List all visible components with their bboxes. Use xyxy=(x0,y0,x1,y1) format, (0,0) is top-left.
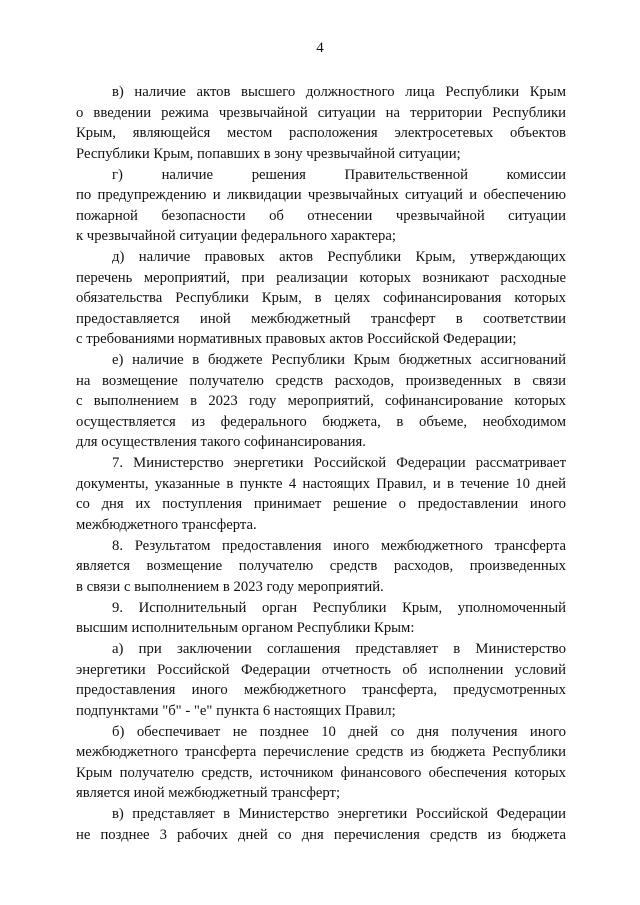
text-line: для осуществления такого софинансирования. xyxy=(76,434,366,450)
text-line: обязательства Республики Крым, в целях софинансирования которых xyxy=(76,290,566,306)
text-line: а) при заключении соглашения представляет в Министерство xyxy=(112,641,566,657)
paragraph xyxy=(76,598,566,639)
page-number: 4 xyxy=(316,40,324,56)
text-line: к чрезвычайной ситуации федерального характера; xyxy=(76,228,396,244)
paragraph xyxy=(76,639,566,721)
text-line: межбюджетного трансферта перечисление средств из бюджета Республики xyxy=(76,744,566,760)
text-line: предоставляется иной межбюджетный трансферт в соответствии xyxy=(76,310,566,327)
text-line: по предупреждению и ликвидации чрезвычайных ситуаций и обеспечению xyxy=(76,187,566,203)
text-line: энергетики Российской Федерации отчетность об исполнении условий xyxy=(76,661,566,678)
text-line: перечень мероприятий, при реализации которых возникают расходные xyxy=(76,269,566,286)
text-line: является возмещение получателю средств расходов, произведенных xyxy=(76,558,566,574)
text-line: 9. Исполнительный орган Республики Крым, уполномоченный xyxy=(112,599,566,616)
text-line: осуществляется из федерального бюджета, в объеме, необходимом xyxy=(76,413,566,430)
text-line: д) наличие правовых актов Республики Крым, утверждающих xyxy=(112,249,566,265)
paragraph xyxy=(76,722,566,804)
paragraph xyxy=(76,165,566,247)
text-line: б) обеспечивает не позднее 10 дней со дня получения иного xyxy=(112,723,566,740)
text-line: Крым, являющейся местом расположения электросетевых объектов xyxy=(76,125,566,141)
text-line: г) наличие решения Правительственной комиссии xyxy=(112,166,566,183)
paragraph xyxy=(76,453,566,535)
text-line: пожарной безопасности об отнесении чрезвычайной ситуации xyxy=(76,207,566,224)
document-body xyxy=(76,82,566,845)
text-line: не позднее 3 рабочих дней со дня перечисления средств из бюджета xyxy=(76,826,566,843)
text-line: на возмещение получателю средств расходов, произведенных в связи xyxy=(76,372,566,389)
text-line: подпунктами "б" - "е" пункта 6 настоящих Правил; xyxy=(76,702,396,719)
text-line: 8. Результатом предоставления иного межбюджетного трансферта xyxy=(112,537,566,554)
text-line: в) представляет в Министерство энергетики Российской Федерации xyxy=(112,806,566,822)
text-line: с требованиями нормативных правовых актов Российской Федерации; xyxy=(76,331,517,347)
paragraph xyxy=(76,82,566,164)
paragraph xyxy=(76,350,566,453)
paragraph xyxy=(76,247,566,350)
text-line: 7. Министерство энергетики Российской Федерации рассматривает xyxy=(112,455,566,471)
text-line: в) наличие актов высшего должностного лица Республики Крым xyxy=(112,84,566,100)
text-line: со дня их поступления принимает решение о предоставлении иного xyxy=(76,496,566,512)
paragraph xyxy=(76,804,566,845)
text-line: с выполнением в 2023 году мероприятий, софинансирование которых xyxy=(76,393,566,409)
text-line: документы, указанные в пункте 4 настоящих Правил, и в течение 10 дней xyxy=(76,475,566,492)
text-line: межбюджетного трансферта. xyxy=(76,516,257,533)
text-line: е) наличие в бюджете Республики Крым бюджетных ассигнований xyxy=(112,352,566,368)
text-line: является иной межбюджетный трансферт; xyxy=(76,785,341,801)
text-line: о введении режима чрезвычайной ситуации на территории Республики xyxy=(76,104,566,121)
text-line: предоставления иного межбюджетного трансферта, предусмотренных xyxy=(76,682,566,698)
text-line: в связи с выполнением в 2023 году мероприятий. xyxy=(76,578,384,595)
text-line: высшим исполнительным органом Республики Крым: xyxy=(76,620,415,636)
text-line: Крым получателю средств, источником финансового обеспечения которых xyxy=(76,764,566,781)
paragraph xyxy=(76,536,566,598)
text-line: Республики Крым, попавших в зону чрезвычайной ситуации; xyxy=(76,145,461,162)
